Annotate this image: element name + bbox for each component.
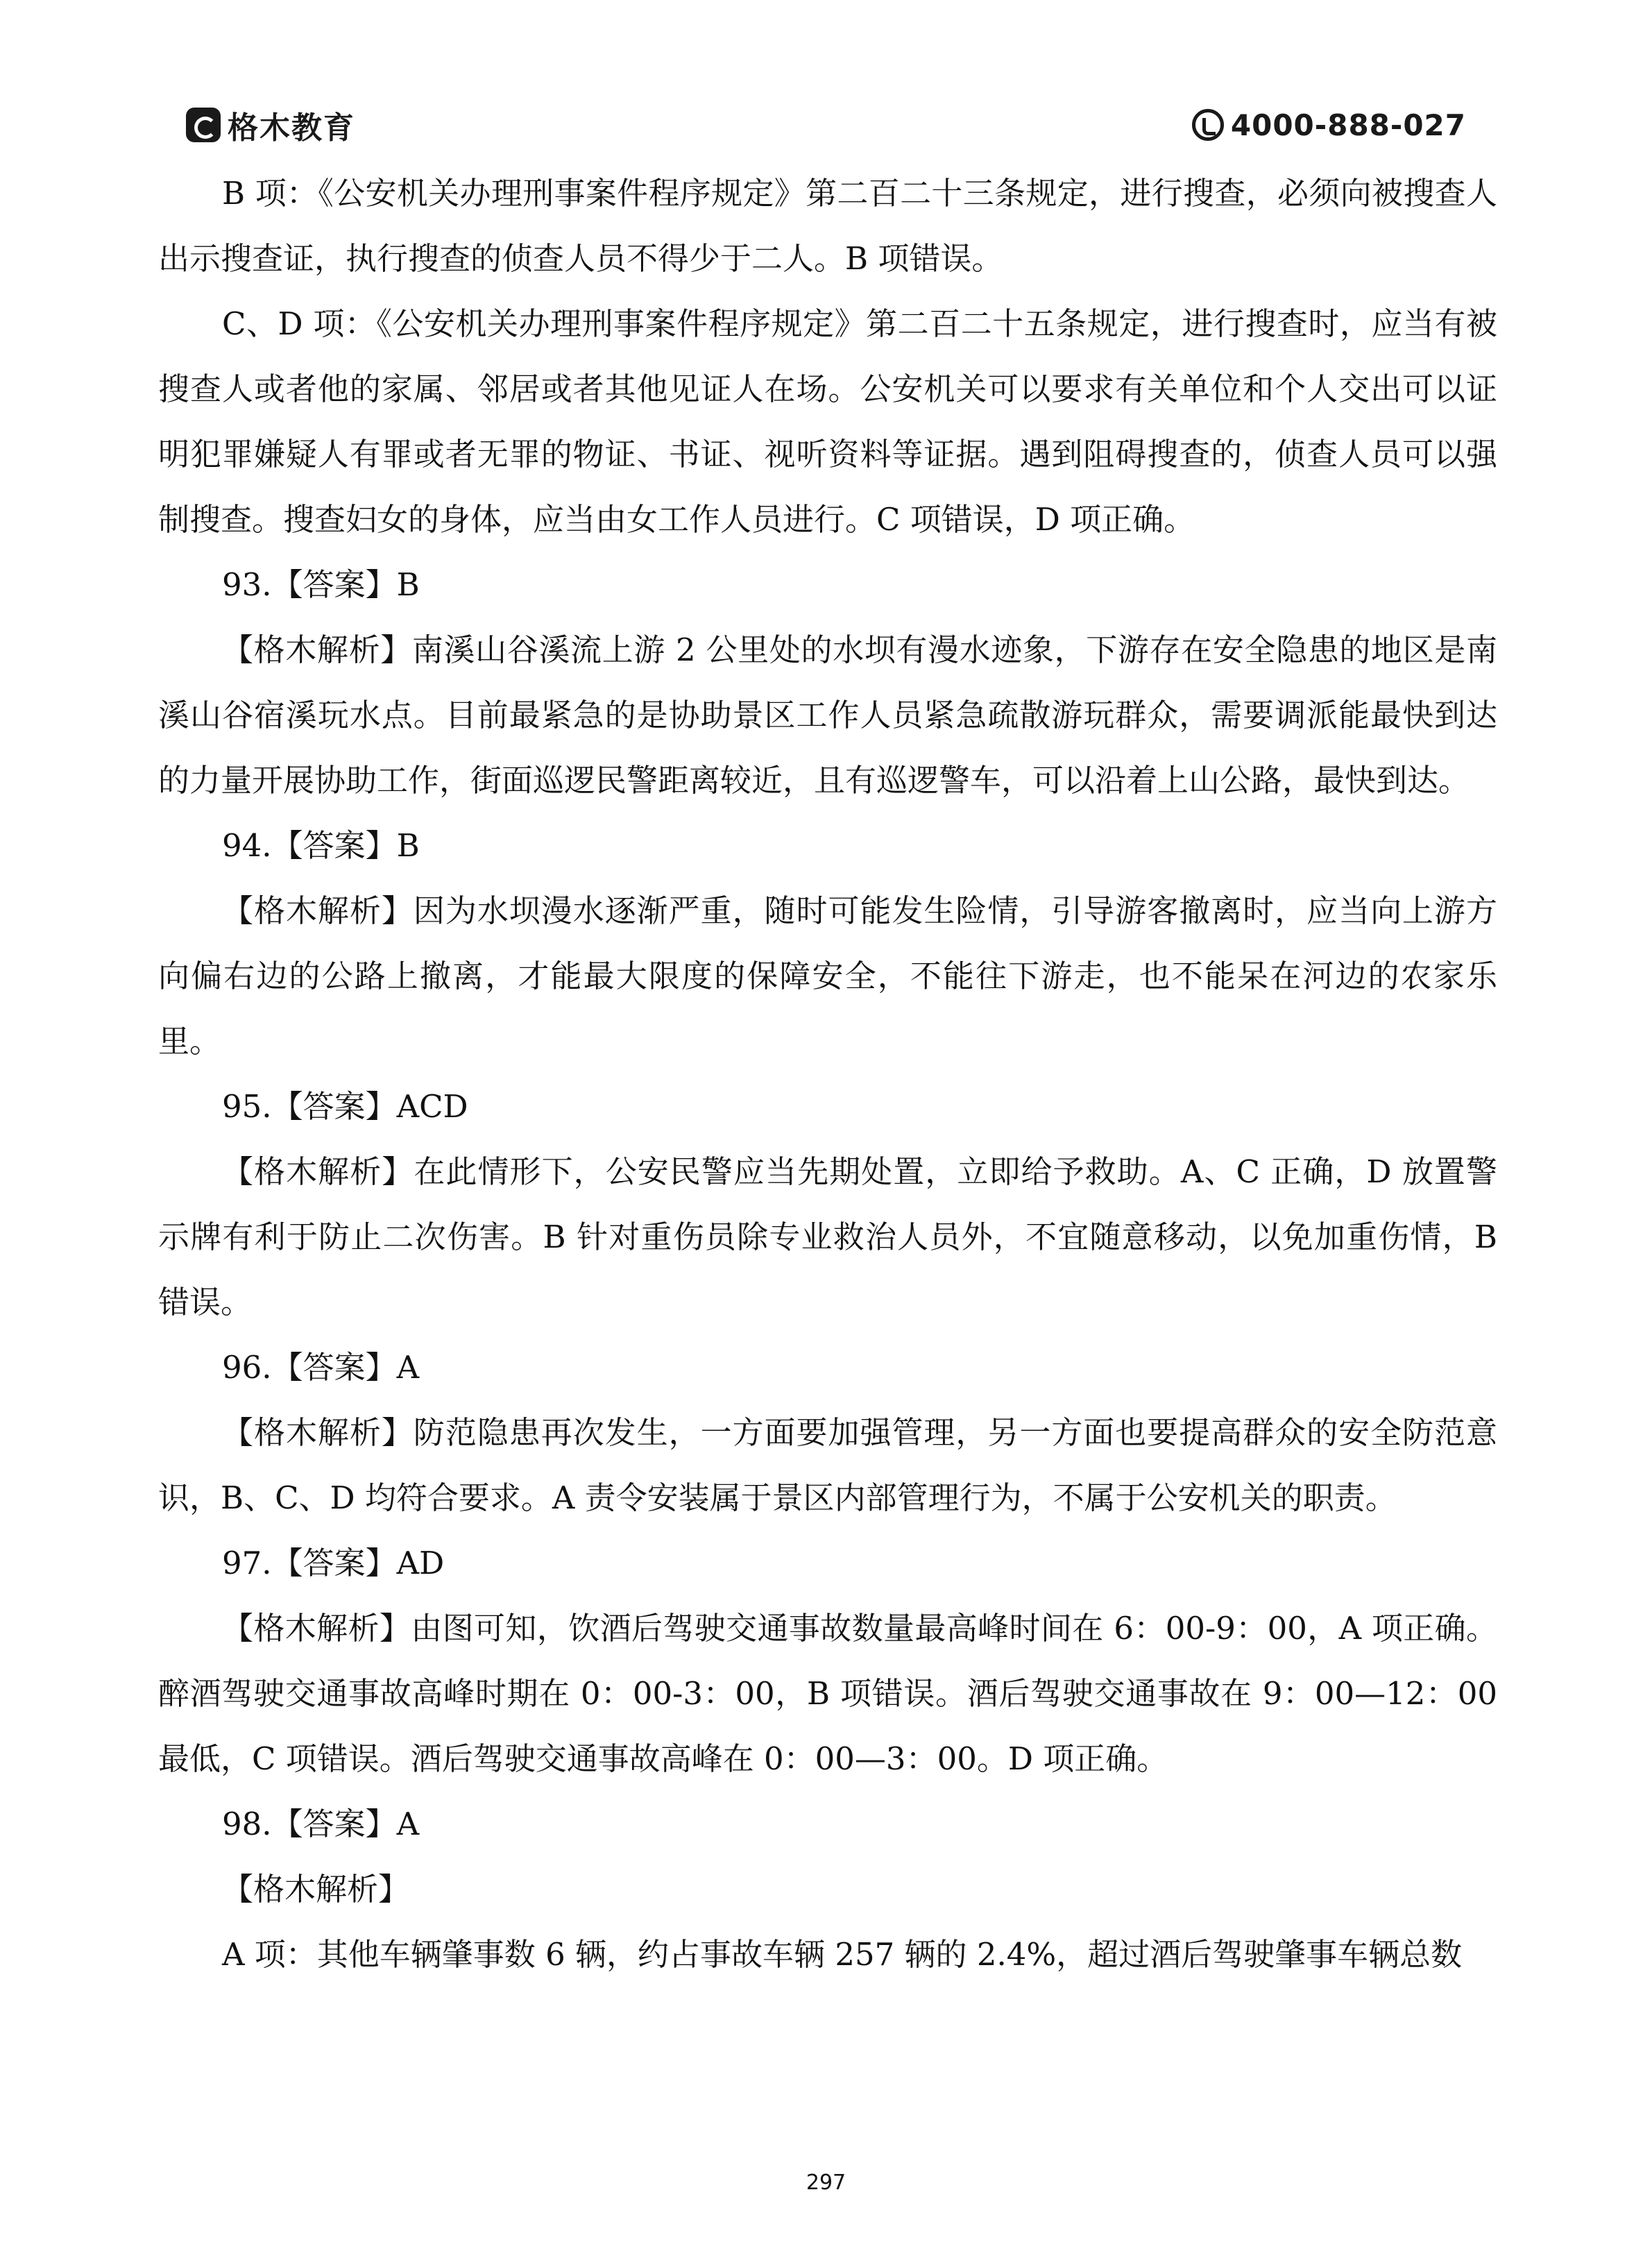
paragraph: 【格木解析】防范隐患再次发生，一方面要加强管理，另一方面也要提高群众的安全防范意识，B、C、D 均符合要求。A 责令安装属于景区内部管理行为，不属于公安机关的职责。 xyxy=(158,1414,1497,1516)
paragraph: B 项：《公安机关办理刑事案件程序规定》第二百二十三条规定，进行搜查，必须向被搜查人出示搜查证，执行搜查的侦查人员不得少于二人。B 项错误。 xyxy=(158,175,1497,277)
answer-heading: 96.【答案】A xyxy=(222,1349,420,1386)
logo-text: 格木教育 xyxy=(228,110,355,146)
answer-heading: 98.【答案】A xyxy=(222,1806,420,1842)
paragraph: 【格木解析】在此情形下，公安民警应当先期处置，立即给予救助。A、C 正确，D 放置警示牌有利于防止二次伤害。B 针对重伤员除专业救治人员外，不宜随意移动，以免加重伤情，B 错误。 xyxy=(158,1153,1497,1320)
paragraph: A 项：其他车辆肇事数 6 辆，约占事故车辆 257 辆的 2.4%，超过酒后驾驶肇事车辆总数 xyxy=(222,1936,1463,1973)
answer-heading: 93.【答案】B xyxy=(222,566,420,603)
document-body xyxy=(158,161,1497,1987)
paragraph: C、D 项：《公安机关办理刑事案件程序规定》第二百二十五条规定，进行搜查时，应当有被搜查人或者他的家属、邻居或者其他见证人在场。公安机关可以要求有关单位和个人交出可以证明犯罪嫌疑人有罪或者无罪的物证、书证、视听资料等证据。遇到阻碍搜查的，侦查人员可以强制搜查。搜查妇女的身体，应当由女工作人员进行。C 项错误，D 项正确。 xyxy=(158,305,1497,538)
brand-logo xyxy=(186,104,355,146)
paragraph: 【格木解析】南溪山谷溪流上游 2 公里处的水坝有漫水迹象，下游存在安全隐患的地区是南溪山谷宿溪玩水点。目前最紧急的是协助景区工作人员紧急疏散游玩群众，需要调派能最快到达的力量开展协助工作，街面巡逻民警距离较近，且有巡逻警车，可以沿着上山公路，最快到达。 xyxy=(158,631,1497,799)
phone-icon xyxy=(1192,109,1224,141)
page-number: 297 xyxy=(806,2171,846,2195)
analysis-heading: 【格木解析】 xyxy=(222,1871,410,1908)
answer-heading: 95.【答案】ACD xyxy=(222,1088,468,1125)
paragraph: 【格木解析】由图可知，饮酒后驾驶交通事故数量最高峰时间在 6：00-9：00，A 项正确。醉酒驾驶交通事故高峰时期在 0：00-3：00，B 项错误。酒后驾驶交通事故在 9：00—12：00 最低，C 项错误。酒后驾驶交通事故高峰在 0：00—3：00。D 项正确。 xyxy=(158,1610,1497,1777)
logo-icon xyxy=(186,108,221,142)
phone-number: 4000-888-027 xyxy=(1230,108,1466,142)
answer-heading: 97.【答案】AD xyxy=(222,1545,445,1581)
header-phone xyxy=(1192,104,1466,146)
answer-heading: 94.【答案】B xyxy=(222,827,420,864)
paragraph: 【格木解析】因为水坝漫水逐渐严重，随时可能发生险情，引导游客撤离时，应当向上游方向偏右边的公路上撤离，才能最大限度的保障安全，不能往下游走，也不能呆在河边的农家乐里。 xyxy=(158,892,1497,1060)
